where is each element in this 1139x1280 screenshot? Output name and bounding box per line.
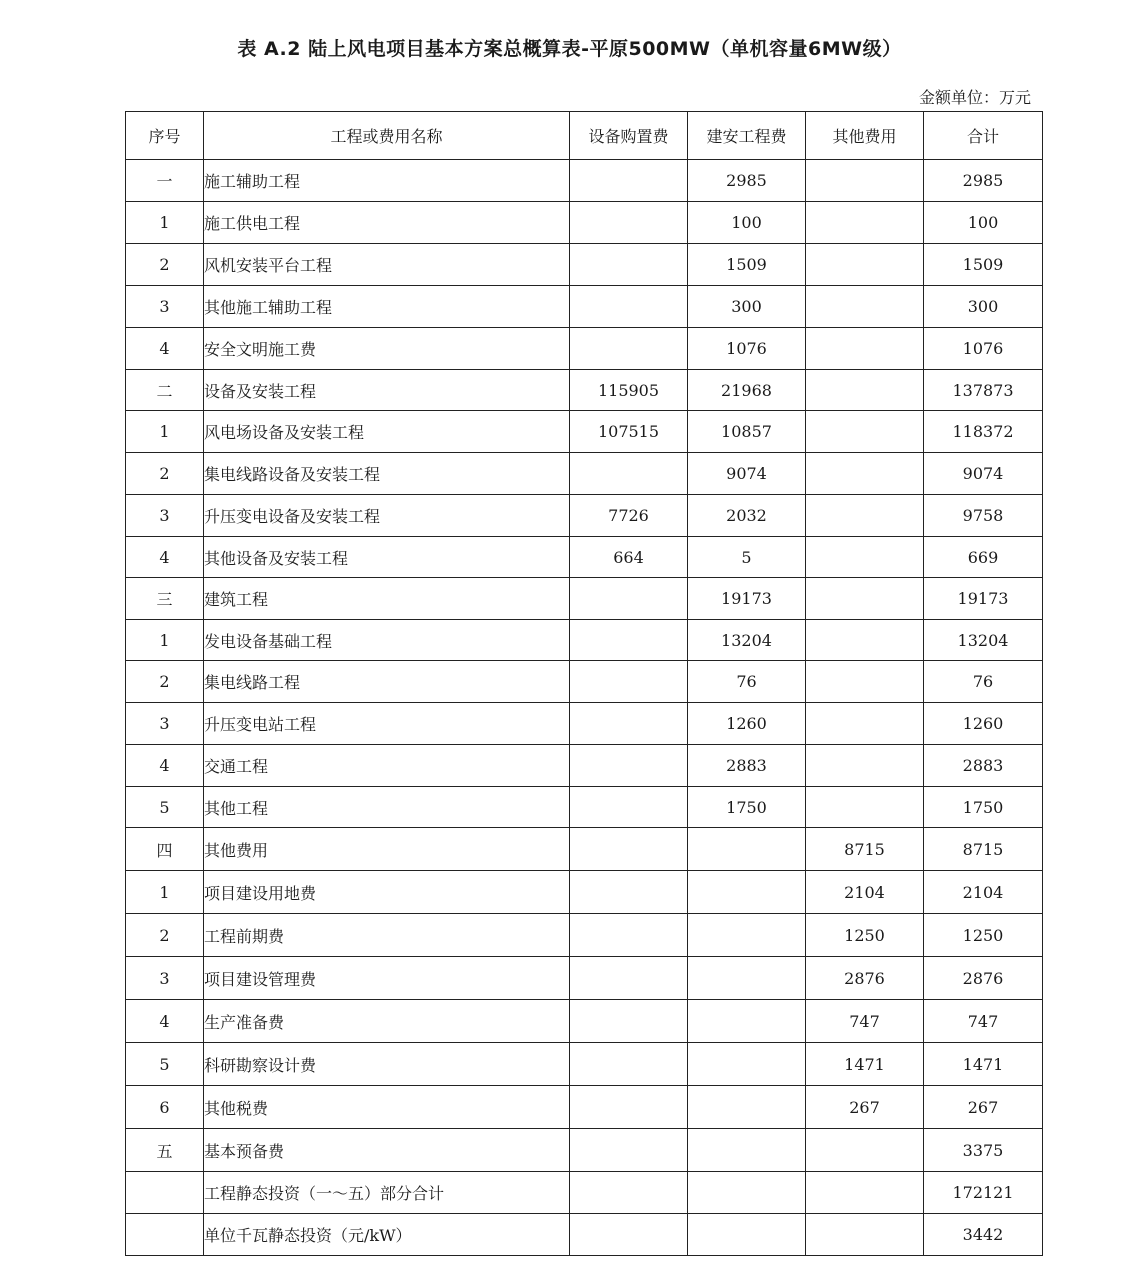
- cell-seq: 4: [126, 1000, 204, 1043]
- cell-name: 建筑工程: [204, 578, 570, 620]
- cell-other: [806, 411, 924, 453]
- cell-equipment: [570, 244, 688, 286]
- cell-total: 118372: [924, 411, 1043, 453]
- cell-total: 2985: [924, 160, 1043, 202]
- cell-name: 项目建设用地费: [204, 871, 570, 914]
- cell-total: 1260: [924, 703, 1043, 745]
- table-row: [126, 328, 1043, 370]
- cell-equipment: 664: [570, 537, 688, 578]
- cell-seq: 三: [126, 578, 204, 620]
- table-row: [126, 370, 1043, 411]
- cell-name: 其他费用: [204, 828, 570, 871]
- cell-name: 交通工程: [204, 745, 570, 787]
- cell-name: 升压变电设备及安装工程: [204, 495, 570, 537]
- cell-equipment: [570, 160, 688, 202]
- cell-equipment: [570, 787, 688, 828]
- cell-name: 施工辅助工程: [204, 160, 570, 202]
- cell-other: [806, 286, 924, 328]
- table-row: [126, 703, 1043, 745]
- cell-seq: 3: [126, 703, 204, 745]
- cell-other: 2876: [806, 957, 924, 1000]
- cell-name: 升压变电站工程: [204, 703, 570, 745]
- cell-total: 8715: [924, 828, 1043, 871]
- header-equipment: 设备购置费: [570, 112, 688, 160]
- cell-name: 其他工程: [204, 787, 570, 828]
- cell-equipment: [570, 703, 688, 745]
- cell-seq: 6: [126, 1086, 204, 1129]
- cell-other: [806, 1172, 924, 1214]
- cell-construction: 19173: [688, 578, 806, 620]
- cell-equipment: [570, 957, 688, 1000]
- cell-construction: 13204: [688, 620, 806, 661]
- cell-name: 项目建设管理费: [204, 957, 570, 1000]
- table-row: [126, 537, 1043, 578]
- cell-other: 267: [806, 1086, 924, 1129]
- cell-seq: 一: [126, 160, 204, 202]
- table-row: [126, 286, 1043, 328]
- table-row: [126, 745, 1043, 787]
- cell-name: 风电场设备及安装工程: [204, 411, 570, 453]
- table-row: [126, 244, 1043, 286]
- cell-seq: 5: [126, 1043, 204, 1086]
- table-row: [126, 411, 1043, 453]
- cell-other: [806, 703, 924, 745]
- cell-total: 1471: [924, 1043, 1043, 1086]
- cell-name: 其他施工辅助工程: [204, 286, 570, 328]
- cell-seq: 1: [126, 620, 204, 661]
- cell-name: 单位千瓦静态投资（元/kW）: [204, 1214, 570, 1256]
- cell-equipment: [570, 1043, 688, 1086]
- table-header-row: [126, 112, 1043, 160]
- cell-other: 2104: [806, 871, 924, 914]
- cell-other: [806, 453, 924, 495]
- cell-name: 科研勘察设计费: [204, 1043, 570, 1086]
- table-row: [126, 957, 1043, 1000]
- table-row: [126, 871, 1043, 914]
- table-row: [126, 160, 1043, 202]
- cell-construction: [688, 871, 806, 914]
- cell-other: [806, 495, 924, 537]
- table-row: [126, 828, 1043, 871]
- budget-table: [125, 111, 1043, 1256]
- cell-seq: 五: [126, 1129, 204, 1172]
- cell-other: [806, 202, 924, 244]
- cell-construction: [688, 1129, 806, 1172]
- table-row: [126, 661, 1043, 703]
- cell-seq: 2: [126, 914, 204, 957]
- cell-other: 1250: [806, 914, 924, 957]
- cell-construction: 76: [688, 661, 806, 703]
- cell-construction: [688, 1043, 806, 1086]
- cell-seq: 3: [126, 286, 204, 328]
- cell-name: 基本预备费: [204, 1129, 570, 1172]
- header-total: 合计: [924, 112, 1043, 160]
- cell-seq: 二: [126, 370, 204, 411]
- cell-other: [806, 370, 924, 411]
- cell-other: 8715: [806, 828, 924, 871]
- cell-construction: 300: [688, 286, 806, 328]
- cell-name: 生产准备费: [204, 1000, 570, 1043]
- table-row: [126, 495, 1043, 537]
- cell-total: 137873: [924, 370, 1043, 411]
- table-row: [126, 620, 1043, 661]
- cell-total: 76: [924, 661, 1043, 703]
- cell-total: 300: [924, 286, 1043, 328]
- cell-construction: 5: [688, 537, 806, 578]
- cell-construction: [688, 828, 806, 871]
- cell-name: 工程静态投资（一～五）部分合计: [204, 1172, 570, 1214]
- cell-total: 1750: [924, 787, 1043, 828]
- cell-seq: 4: [126, 328, 204, 370]
- cell-total: 267: [924, 1086, 1043, 1129]
- cell-other: [806, 160, 924, 202]
- cell-equipment: [570, 828, 688, 871]
- header-other: 其他费用: [806, 112, 924, 160]
- cell-other: 747: [806, 1000, 924, 1043]
- table-row: [126, 1086, 1043, 1129]
- cell-construction: 1509: [688, 244, 806, 286]
- cell-seq: [126, 1214, 204, 1256]
- cell-total: 747: [924, 1000, 1043, 1043]
- cell-name: 发电设备基础工程: [204, 620, 570, 661]
- cell-equipment: [570, 871, 688, 914]
- cell-construction: [688, 1000, 806, 1043]
- cell-name: 安全文明施工费: [204, 328, 570, 370]
- cell-equipment: [570, 620, 688, 661]
- cell-seq: 1: [126, 202, 204, 244]
- cell-total: 100: [924, 202, 1043, 244]
- table-title: 表 A.2 陆上风电项目基本方案总概算表-平原500MW（单机容量6MW级）: [237, 38, 902, 60]
- table-row: [126, 1172, 1043, 1214]
- cell-total: 3375: [924, 1129, 1043, 1172]
- cell-construction: 2883: [688, 745, 806, 787]
- cell-equipment: [570, 578, 688, 620]
- cell-other: [806, 578, 924, 620]
- cell-construction: 1260: [688, 703, 806, 745]
- table-row: [126, 578, 1043, 620]
- cell-name: 工程前期费: [204, 914, 570, 957]
- cell-total: 669: [924, 537, 1043, 578]
- table-row: [126, 202, 1043, 244]
- cell-total: 1509: [924, 244, 1043, 286]
- cell-other: 1471: [806, 1043, 924, 1086]
- cell-name: 集电线路设备及安装工程: [204, 453, 570, 495]
- cell-seq: 1: [126, 411, 204, 453]
- header-construction: 建安工程费: [688, 112, 806, 160]
- cell-seq: 5: [126, 787, 204, 828]
- cell-total: 13204: [924, 620, 1043, 661]
- cell-total: 2104: [924, 871, 1043, 914]
- cell-equipment: 7726: [570, 495, 688, 537]
- cell-total: 2876: [924, 957, 1043, 1000]
- cell-equipment: [570, 1214, 688, 1256]
- cell-name: 集电线路工程: [204, 661, 570, 703]
- cell-equipment: 107515: [570, 411, 688, 453]
- cell-equipment: [570, 1000, 688, 1043]
- cell-seq: 2: [126, 244, 204, 286]
- cell-other: [806, 328, 924, 370]
- cell-total: 3442: [924, 1214, 1043, 1256]
- cell-construction: 21968: [688, 370, 806, 411]
- cell-equipment: [570, 1172, 688, 1214]
- cell-construction: 2985: [688, 160, 806, 202]
- table-row: [126, 1000, 1043, 1043]
- cell-total: 9758: [924, 495, 1043, 537]
- cell-name: 其他设备及安装工程: [204, 537, 570, 578]
- cell-equipment: [570, 1129, 688, 1172]
- cell-total: 9074: [924, 453, 1043, 495]
- cell-equipment: [570, 328, 688, 370]
- cell-other: [806, 244, 924, 286]
- cell-construction: 2032: [688, 495, 806, 537]
- cell-total: 1250: [924, 914, 1043, 957]
- cell-seq: 3: [126, 957, 204, 1000]
- cell-other: [806, 1214, 924, 1256]
- cell-construction: 1750: [688, 787, 806, 828]
- cell-construction: [688, 914, 806, 957]
- cell-other: [806, 745, 924, 787]
- cell-name: 其他税费: [204, 1086, 570, 1129]
- cell-construction: [688, 1214, 806, 1256]
- cell-total: 172121: [924, 1172, 1043, 1214]
- cell-equipment: [570, 202, 688, 244]
- cell-seq: 四: [126, 828, 204, 871]
- cell-name: 施工供电工程: [204, 202, 570, 244]
- cell-construction: 1076: [688, 328, 806, 370]
- cell-construction: 100: [688, 202, 806, 244]
- cell-other: [806, 620, 924, 661]
- cell-name: 风机安装平台工程: [204, 244, 570, 286]
- cell-name: 设备及安装工程: [204, 370, 570, 411]
- cell-seq: 2: [126, 453, 204, 495]
- table-row: [126, 787, 1043, 828]
- cell-equipment: 115905: [570, 370, 688, 411]
- cell-equipment: [570, 286, 688, 328]
- cell-seq: 3: [126, 495, 204, 537]
- cell-equipment: [570, 914, 688, 957]
- cell-seq: 1: [126, 871, 204, 914]
- cell-equipment: [570, 745, 688, 787]
- cell-seq: [126, 1172, 204, 1214]
- cell-construction: [688, 957, 806, 1000]
- cell-other: [806, 787, 924, 828]
- cell-other: [806, 1129, 924, 1172]
- cell-total: 2883: [924, 745, 1043, 787]
- cell-other: [806, 661, 924, 703]
- cell-seq: 4: [126, 745, 204, 787]
- table-row: [126, 453, 1043, 495]
- cell-other: [806, 537, 924, 578]
- cell-seq: 2: [126, 661, 204, 703]
- table-body: [126, 160, 1043, 1256]
- amount-unit-note: 金额单位：万元: [918, 88, 1031, 107]
- cell-total: 19173: [924, 578, 1043, 620]
- cell-equipment: [570, 1086, 688, 1129]
- table-row: [126, 914, 1043, 957]
- table-row: [126, 1043, 1043, 1086]
- header-name: 工程或费用名称: [204, 112, 570, 160]
- cell-construction: 10857: [688, 411, 806, 453]
- cell-equipment: [570, 453, 688, 495]
- cell-total: 1076: [924, 328, 1043, 370]
- cell-construction: [688, 1086, 806, 1129]
- cell-construction: 9074: [688, 453, 806, 495]
- cell-seq: 4: [126, 537, 204, 578]
- cell-construction: [688, 1172, 806, 1214]
- table-row: [126, 1214, 1043, 1256]
- table-row: [126, 1129, 1043, 1172]
- header-seq: 序号: [126, 112, 204, 160]
- cell-equipment: [570, 661, 688, 703]
